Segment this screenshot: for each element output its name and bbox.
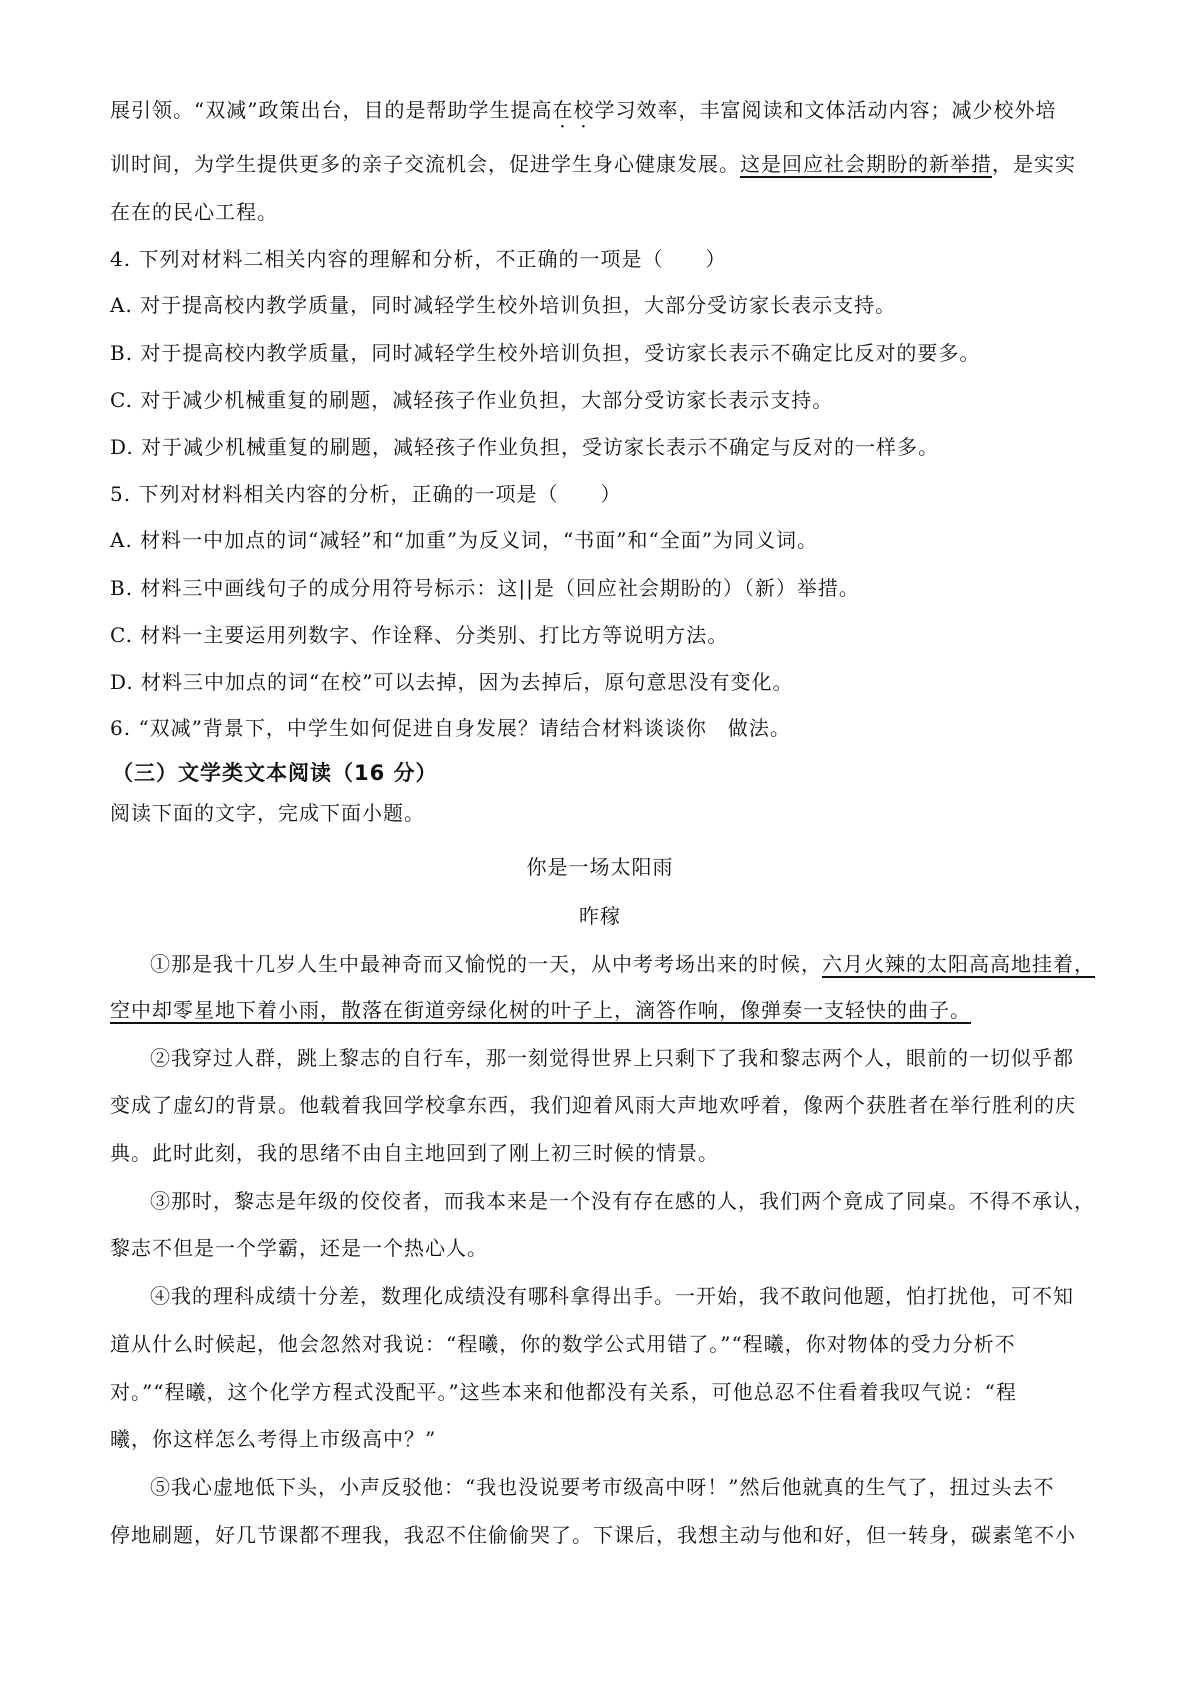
emphasis-dot-char: 在	[552, 98, 574, 122]
text: 训时间，为学生提供更多的亲子交流机会，促进学生身心健康发展。	[110, 152, 740, 176]
paragraph-2-line-1: ②我穿过人群，跳上黎志的自行车，那一刻觉得世界上只剩下了我和黎志两个人，眼前的一切似乎都	[150, 1046, 1074, 1070]
material3-line-1	[110, 96, 1056, 124]
question-4-option-a: A. 对于提高校内教学质量，同时减轻学生校外培训负担，大部分受访家长表示支持。	[110, 293, 897, 317]
text: 展引领。“双减”政策出台，目的是帮助学生提高	[110, 98, 553, 122]
paragraph-4-line-3: 对。”“程曦，这个化学方程式没配平。”这些本来和他都没有关系，可他总忍不住看着我叹气说：“程	[110, 1380, 1017, 1404]
paragraph-4-line-1: ④我的理科成绩十分差，数理化成绩没有哪科拿得出手。一开始，我不敢问他题，怕打扰他，可不知	[150, 1284, 1074, 1308]
question-5-stem: 5. 下列对材料相关内容的分析，正确的一项是（ ）	[110, 482, 622, 506]
question-5-option-b: B. 材料三中画线句子的成分用符号标示：这||是（回应社会期盼的）（新）举措。	[110, 576, 860, 600]
article-title: 你是一场太阳雨	[526, 855, 674, 879]
question-6: 6. “双减”背景下，中学生如何促进自身发展？请结合材料谈谈你 做法。	[110, 716, 791, 740]
paragraph-4-line-2: 道从什么时候起，他会忽然对我说：“程曦，你的数学公式用错了。”“程曦，你对物体的受力分析不	[110, 1332, 1016, 1356]
question-5-option-d: D. 材料三中加点的词“在校”可以去掉，因为去掉后，原句意思没有变化。	[110, 670, 794, 694]
section-instruction: 阅读下面的文字，完成下面小题。	[110, 801, 425, 825]
paragraph-2-line-3: 典。此时此刻，我的思绪不由自主地回到了刚上初三时候的情景。	[110, 1141, 719, 1165]
emphasis-dot-char: 校	[573, 98, 595, 122]
paragraph-5-line-1: ⑤我心虚地低下头，小声反驳他：“我也没说要考市级高中呀！”然后他就真的生气了，扭过头去不	[150, 1475, 1055, 1499]
question-4-option-b: B. 对于提高校内教学质量，同时减轻学生校外培训负担，受访家长表示不确定比反对的要多。	[110, 341, 981, 365]
text: ，是实实	[992, 152, 1076, 176]
question-5-option-c: C. 材料一主要运用列数字、作诠释、分类别、打比方等说明方法。	[110, 623, 729, 647]
question-4-option-c: C. 对于减少机械重复的刷题，减轻孩子作业负担，大部分受访家长表示支持。	[110, 388, 834, 412]
paragraph-3-line-2: 黎志不但是一个学霸，还是一个热心人。	[110, 1236, 488, 1260]
paragraph-1-line-2: 空中却零星地下着小雨，散落在街道旁绿化树的叶子上，滴答作响，像弹奏一支轻快的曲子。	[110, 998, 971, 1022]
text: ①那是我十几岁人生中最神奇而又愉悦的一天，从中考考场出来的时候，	[150, 952, 822, 976]
underlined-sentence: 这是回应社会期盼的新举措	[740, 152, 992, 176]
material3-line-2	[110, 150, 1076, 178]
paragraph-4-line-4: 曦，你这样怎么考得上市级高中？”	[110, 1427, 437, 1451]
material3-line-3: 在在的民心工程。	[110, 200, 278, 224]
article-author: 昨稼	[579, 904, 621, 928]
question-4-stem: 4. 下列对材料二相关内容的理解和分析，不正确的一项是（ ）	[110, 247, 727, 271]
text: 学习效率，丰富阅读和文体活动内容；减少校外培	[594, 98, 1057, 122]
question-4-option-d: D. 对于减少机械重复的刷题，减轻孩子作业负担，受访家长表示不确定与反对的一样多。	[110, 435, 940, 459]
paragraph-5-line-2: 停地刷题，好几节课都不理我，我忍不住偷偷哭了。下课后，我想主动与他和好，但一转身，碳素笔不小	[110, 1523, 1076, 1547]
question-5-option-a: A. 材料一中加点的词“减轻”和“加重”为反义词，“书面”和“全面”为同义词。	[110, 528, 818, 552]
paragraph-3-line-1: ③那时，黎志是年级的佼佼者，而我本来是一个没有存在感的人，我们两个竟成了同桌。不得不承认，	[150, 1189, 1095, 1213]
paragraph-2-line-2: 变成了虚幻的背景。他载着我回学校拿东西，我们迎着风雨大声地欢呼着，像两个获胜者在举行胜利的庆	[110, 1093, 1076, 1117]
underlined-sentence: 六月火辣的太阳高高地挂着，	[822, 952, 1095, 976]
section-heading: （三）文学类文本阅读（16 分）	[112, 761, 438, 785]
paragraph-1-line-1	[150, 950, 1095, 978]
